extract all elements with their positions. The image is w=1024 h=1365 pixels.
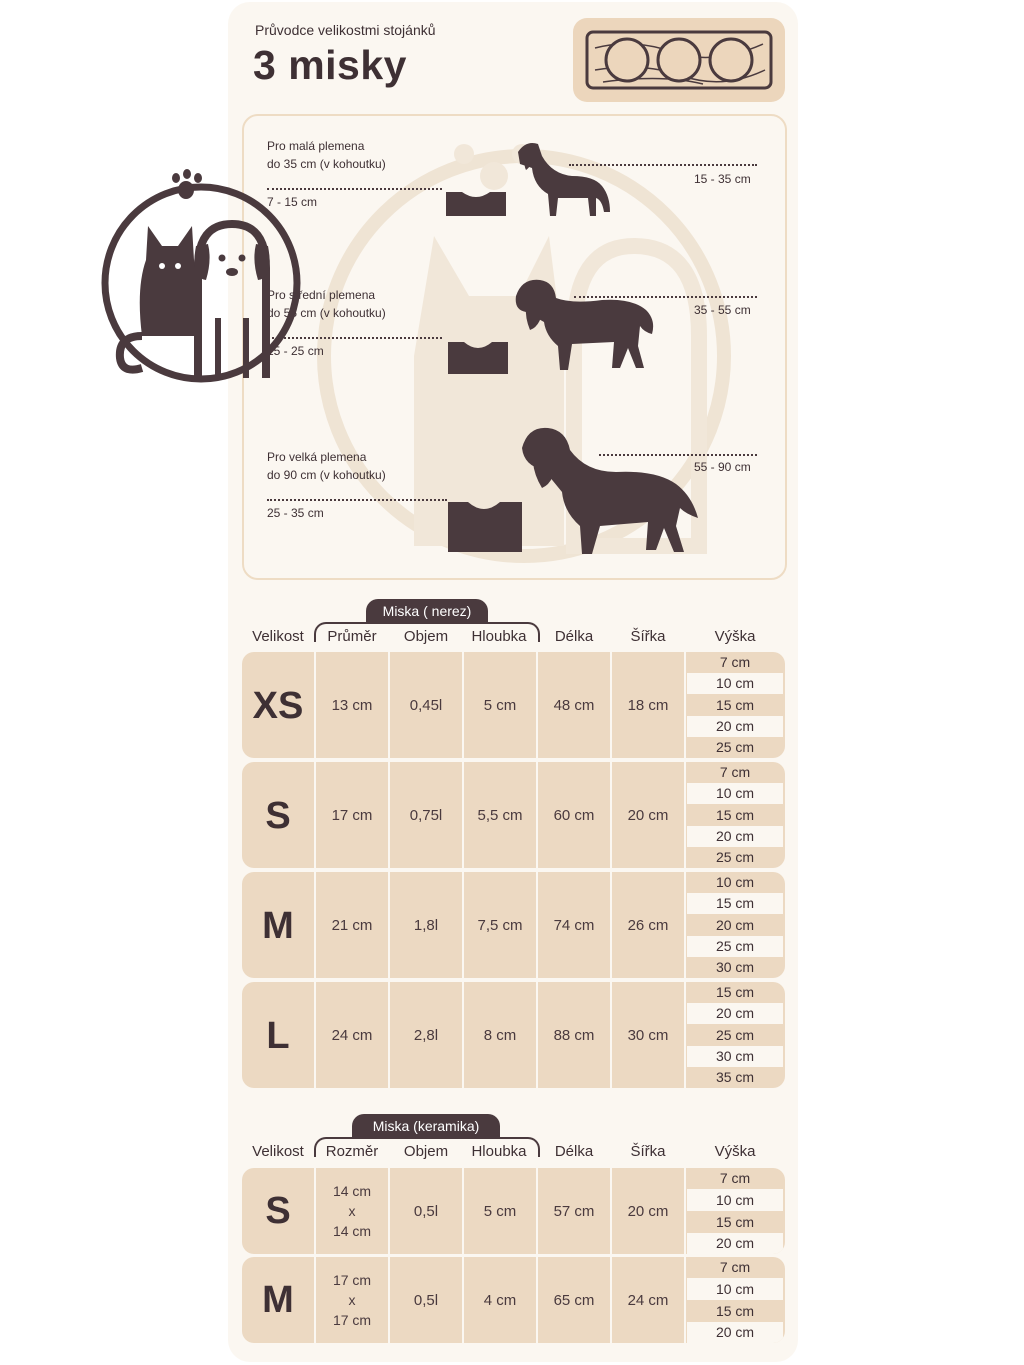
small-stand-icon: [444, 186, 508, 216]
height-option: 25 cm: [715, 739, 755, 755]
small-dog-range: 15 - 35 cm: [694, 172, 751, 186]
guide-subtitle: Průvodce velikostmi stojánků: [255, 22, 436, 38]
header-volume: Objem: [403, 628, 449, 645]
height-options: [687, 1257, 785, 1343]
height-option: 10 cm: [687, 1189, 783, 1211]
depth-value: 5,5 cm: [477, 807, 523, 824]
large-stand-icon: [446, 496, 524, 552]
header-dimension: Rozměr: [325, 1143, 379, 1160]
height-option: 20 cm: [687, 716, 783, 737]
height-option: 20 cm: [687, 1003, 783, 1024]
length-value: 74 cm: [553, 917, 595, 934]
height-options: [687, 1168, 785, 1254]
header-width: Šířka: [630, 628, 666, 645]
medium-stand-icon: [446, 336, 510, 374]
height-option: 25 cm: [687, 936, 783, 957]
height-option: 7 cm: [719, 764, 751, 780]
medium-dog-line: [574, 296, 757, 298]
header-depth: Hloubka: [471, 1143, 527, 1160]
length-value: 88 cm: [553, 1027, 595, 1044]
volume-value: 0,5l: [413, 1292, 439, 1309]
height-option: 30 cm: [687, 1046, 783, 1067]
small-dog-line: [569, 164, 757, 166]
table-row-l: [242, 982, 785, 1088]
height-options: [687, 762, 785, 868]
volume-value: 0,75l: [409, 807, 443, 824]
header-size: Velikost: [252, 628, 304, 645]
height-option: 15 cm: [715, 697, 755, 713]
header-size: Velikost: [252, 1143, 304, 1160]
size-label: M: [262, 1279, 294, 1321]
length-value: 65 cm: [553, 1292, 595, 1309]
height-option: 35 cm: [715, 1069, 755, 1085]
height-option: 20 cm: [687, 1233, 783, 1254]
diameter-value: 21 cm: [331, 917, 373, 934]
small-bowl-range: 7 - 15 cm: [267, 195, 318, 209]
height-option: 20 cm: [687, 1322, 783, 1343]
width-value: 20 cm: [627, 807, 669, 824]
height-option: 15 cm: [715, 1303, 755, 1319]
dimension-separator: x: [348, 1203, 356, 1219]
height-option: 15 cm: [715, 984, 755, 1000]
header-length: Délka: [554, 1143, 594, 1160]
ceramic-row-m: [242, 1257, 785, 1343]
header-depth: Hloubka: [471, 628, 527, 645]
depth-value: 7,5 cm: [477, 917, 523, 934]
medium-bowl-range: 15 - 25 cm: [267, 344, 324, 358]
ceramic-row-s: [242, 1168, 785, 1254]
table-row-s: [242, 762, 785, 868]
medium-breed-height: do 55 cm (v kohoutku): [267, 306, 386, 320]
height-option: 10 cm: [687, 1278, 783, 1300]
dimension-separator: x: [348, 1292, 356, 1308]
height-option: 15 cm: [715, 807, 755, 823]
table-row-m: [242, 872, 785, 978]
dimension-value: 14 cm: [332, 1183, 372, 1199]
depth-value: 8 cm: [483, 1027, 517, 1044]
size-label: L: [266, 1015, 290, 1057]
height-option: 10 cm: [687, 783, 783, 804]
large-breed-height: do 90 cm (v kohoutku): [267, 468, 386, 482]
height-options: [687, 652, 785, 758]
header-width: Šířka: [630, 1143, 666, 1160]
width-value: 20 cm: [627, 1203, 669, 1220]
header-volume: Objem: [403, 1143, 449, 1160]
small-dog-icon: [512, 140, 612, 218]
header-height: Výška: [714, 628, 756, 645]
ceramic-group-label: Miska (keramika): [352, 1114, 500, 1138]
volume-value: 1,8l: [413, 917, 439, 934]
volume-value: 2,8l: [413, 1027, 439, 1044]
large-bowl-line: [267, 499, 447, 501]
height-option: 20 cm: [715, 917, 755, 933]
breed-illustration-panel: [242, 114, 787, 580]
three-bowl-stand-icon: [573, 18, 785, 102]
depth-value: 4 cm: [483, 1292, 517, 1309]
medium-dog-icon: [512, 276, 658, 376]
height-option: 30 cm: [715, 959, 755, 975]
width-value: 18 cm: [627, 697, 669, 714]
volume-value: 0,5l: [413, 1203, 439, 1220]
diameter-value: 17 cm: [331, 807, 373, 824]
steel-group-label: Miska ( nerez): [366, 599, 488, 623]
height-option: 7 cm: [719, 1259, 751, 1275]
size-label: S: [265, 795, 291, 837]
small-breed-label: Pro malá plemena: [267, 139, 365, 153]
medium-dog-range: 35 - 55 cm: [694, 303, 751, 317]
height-option: 10 cm: [715, 874, 755, 890]
width-value: 24 cm: [627, 1292, 669, 1309]
cat-dog-logo-icon: [98, 168, 304, 384]
length-value: 60 cm: [553, 807, 595, 824]
page-title: 3 misky: [253, 42, 407, 88]
height-option: 10 cm: [687, 673, 783, 694]
height-options: [687, 872, 785, 978]
height-option: 20 cm: [687, 826, 783, 847]
depth-value: 5 cm: [483, 1203, 517, 1220]
large-bowl-range: 25 - 35 cm: [267, 506, 324, 520]
height-option: 7 cm: [719, 1170, 751, 1186]
width-value: 30 cm: [627, 1027, 669, 1044]
dimension-value: 14 cm: [332, 1223, 372, 1239]
diameter-value: 13 cm: [331, 697, 373, 714]
large-breed-label: Pro velká plemena: [267, 450, 367, 464]
length-value: 48 cm: [553, 697, 595, 714]
large-dog-range: 55 - 90 cm: [694, 460, 751, 474]
height-option: 25 cm: [715, 849, 755, 865]
medium-breed-label: Pro střední plemena: [267, 288, 376, 302]
height-option: 15 cm: [715, 1214, 755, 1230]
length-value: 57 cm: [553, 1203, 595, 1220]
height-option: 15 cm: [687, 893, 783, 914]
large-dog-line: [599, 454, 757, 456]
large-dog-icon: [516, 422, 700, 558]
volume-value: 0,45l: [409, 697, 443, 714]
size-label: M: [262, 905, 294, 947]
dimension-value: 17 cm: [332, 1272, 372, 1288]
size-label: XS: [252, 685, 304, 727]
small-breed-height: do 35 cm (v kohoutku): [267, 157, 386, 171]
width-value: 26 cm: [627, 917, 669, 934]
size-label: S: [265, 1190, 291, 1232]
dimension-value: 17 cm: [332, 1312, 372, 1328]
height-option: 25 cm: [715, 1027, 755, 1043]
stand-thumbnail: [573, 18, 785, 102]
header-diameter: Průměr: [327, 628, 377, 645]
header-height: Výška: [714, 1143, 756, 1160]
depth-value: 5 cm: [483, 697, 517, 714]
table-row-xs: [242, 652, 785, 758]
height-option: 7 cm: [719, 654, 751, 670]
diameter-value: 24 cm: [331, 1027, 373, 1044]
header-length: Délka: [554, 628, 594, 645]
height-options: [687, 982, 785, 1088]
